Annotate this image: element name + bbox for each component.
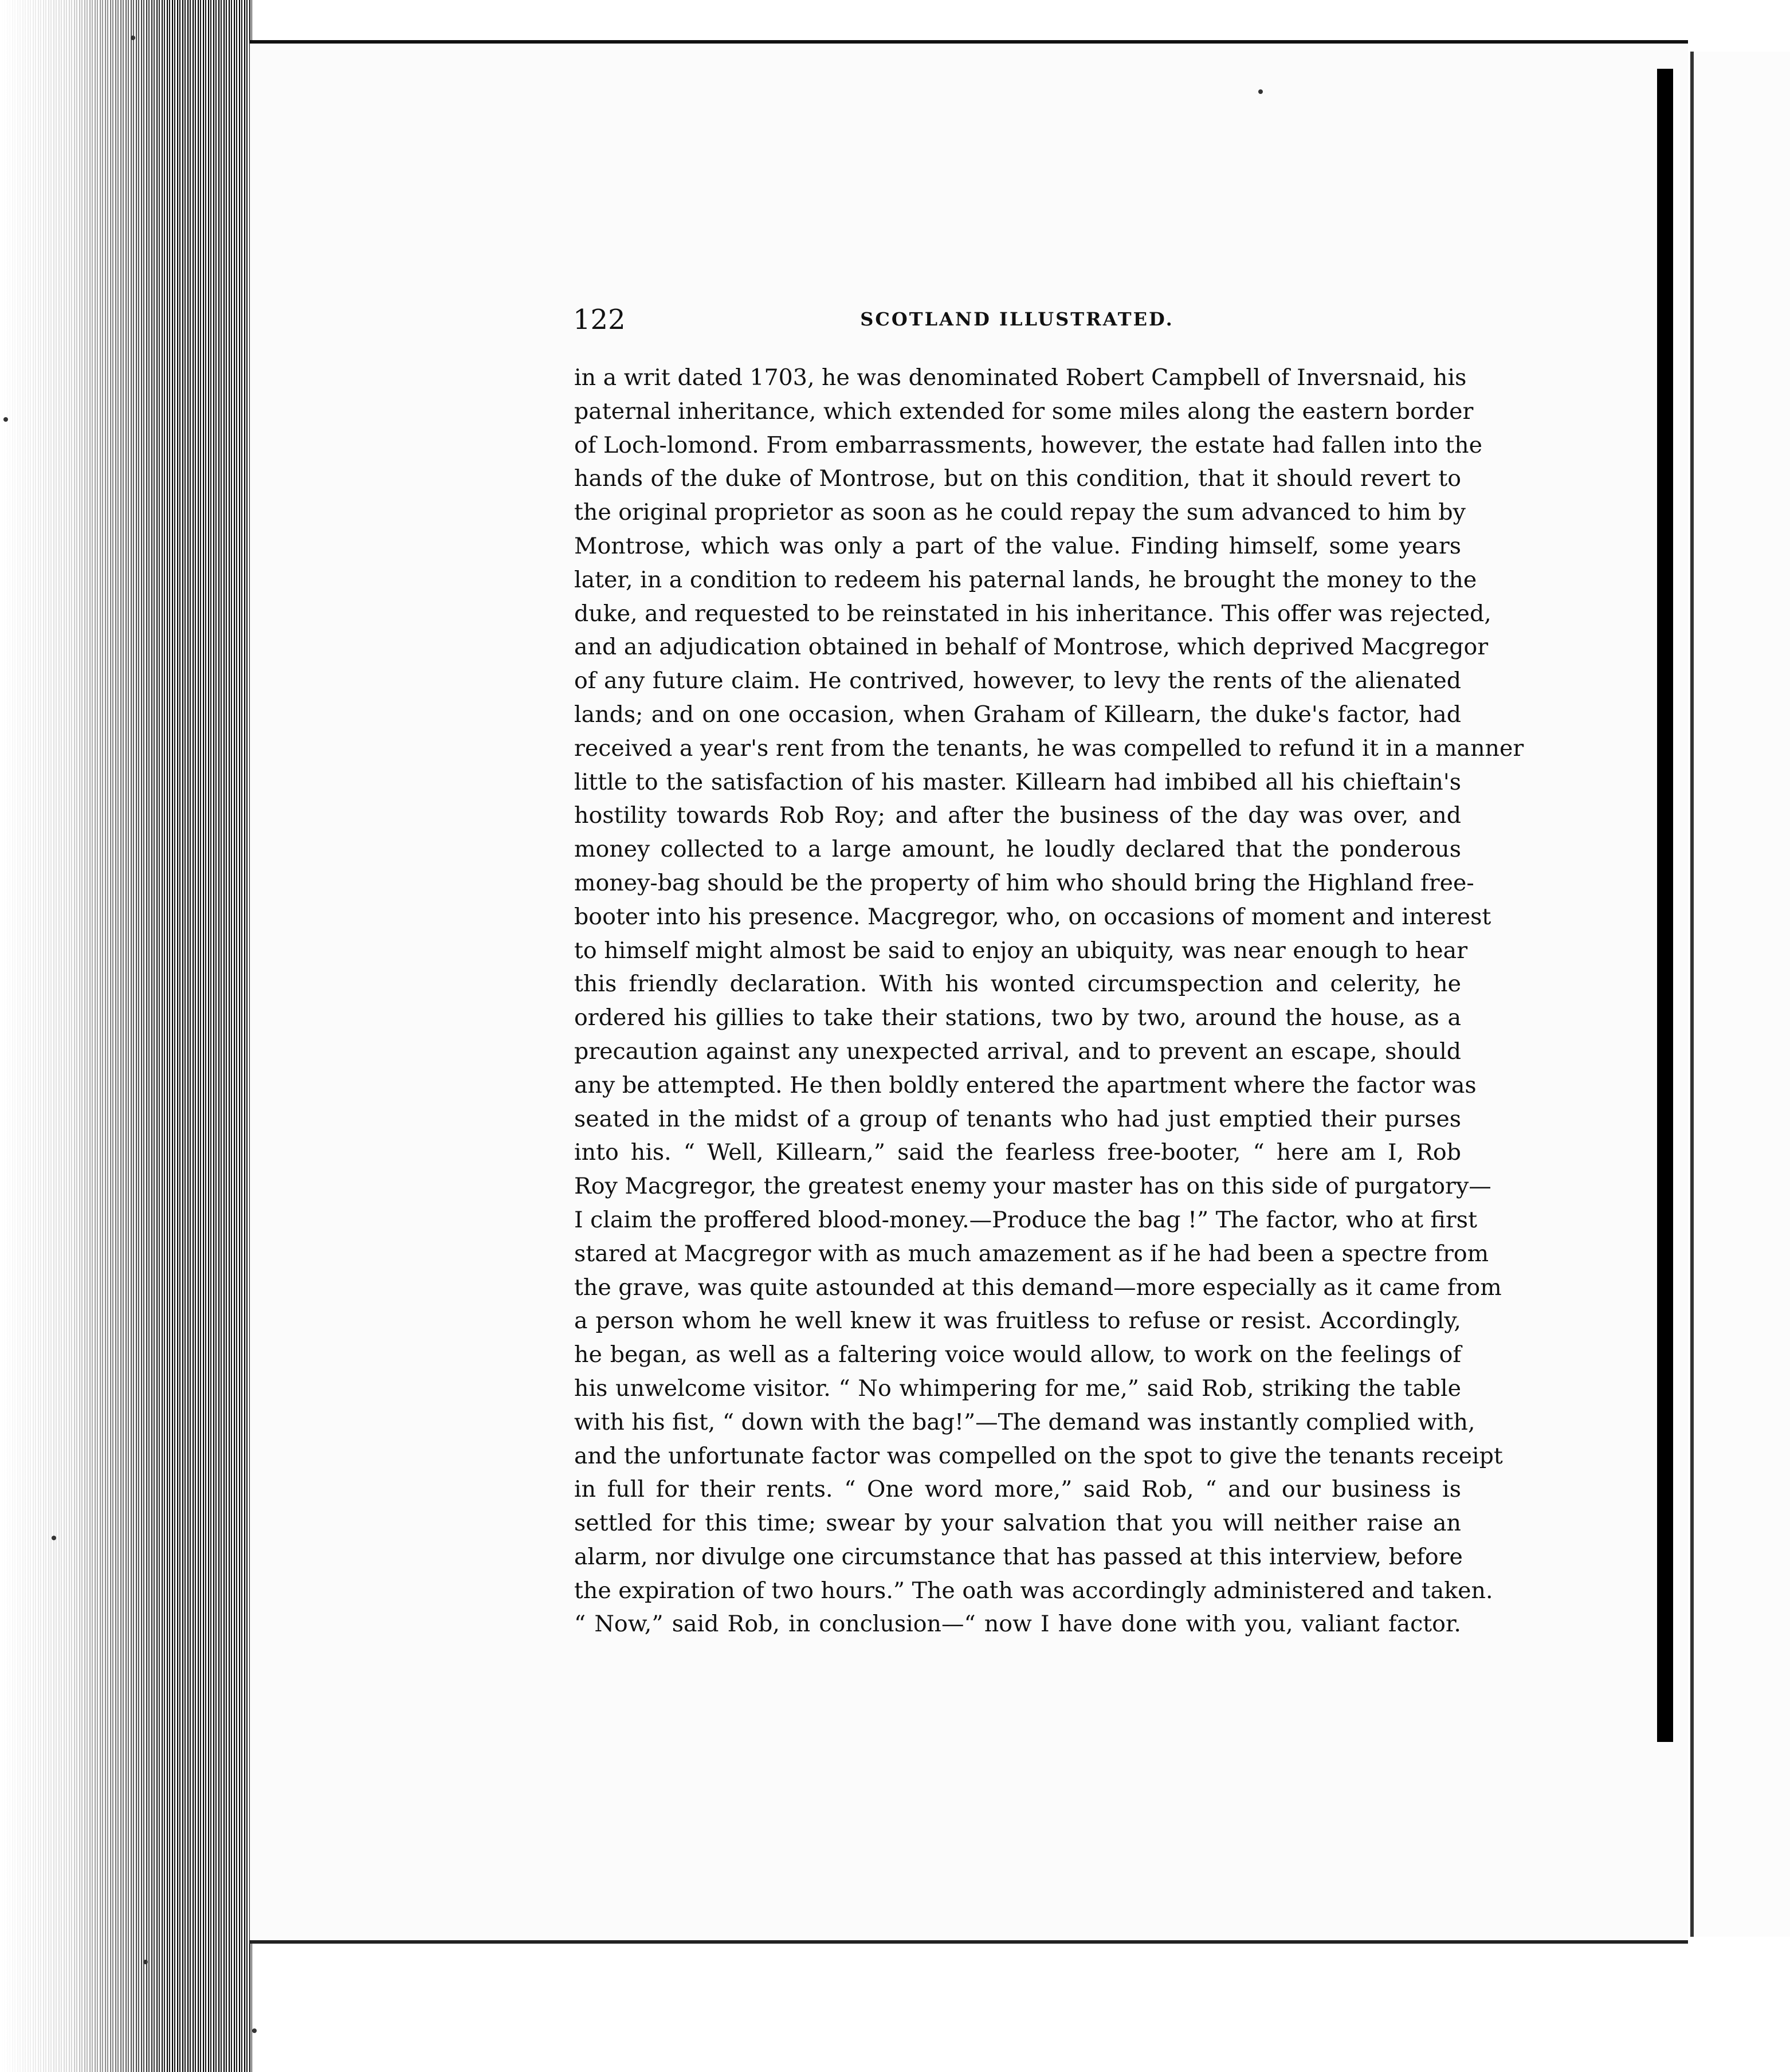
text-line: money-bag should be the property of him who should bring the Highland free- (574, 869, 1474, 896)
text-line: lands; and on one occasion, when Graham of Killearn, the duke's factor, had (574, 701, 1461, 728)
text-line: ordered his gillies to take their stations, two by two, around the house, as a (574, 1004, 1461, 1031)
scan-speck (252, 2028, 257, 2033)
text-line: in full for their rents. “ One word more,” said Rob, “ and our business is (574, 1476, 1461, 1503)
text-line: I claim the proffered blood-money.—Produce the bag !” The factor, who at first (574, 1206, 1477, 1233)
text-line: Montrose, which was only a part of the value. Finding himself, some years (574, 532, 1461, 559)
text-line: a person whom he well knew it was fruitless to refuse or resist. Accordingly, (574, 1308, 1461, 1335)
scan-speck (143, 1960, 148, 1964)
text-line: Roy Macgregor, the greatest enemy your master has on this side of purgatory— (574, 1173, 1491, 1200)
facing-page-edge (1690, 52, 1790, 1937)
text-line: he began, as well as a faltering voice would allow, to work on the feelings of (574, 1341, 1461, 1368)
text-line: little to the satisfaction of his master. Killearn had imbibed all his chieftain's (574, 768, 1461, 795)
text-line: into his. “ Well, Killearn,” said the fearless free-booter, “ here am I, Rob (574, 1139, 1461, 1166)
page-number: 122 (573, 304, 626, 336)
text-line: received a year's rent from the tenants, he was compelled to refund it in a manner (574, 735, 1524, 762)
text-line: money collected to a large amount, he loudly declared that the ponderous (574, 836, 1461, 863)
scan-speck (1258, 89, 1263, 94)
text-line: of any future claim. He contrived, however, to levy the rents of the alienated (574, 668, 1461, 694)
text-line: of Loch-lomond. From embarrassments, however, the estate had fallen into the (574, 431, 1482, 458)
text-line: hands of the duke of Montrose, but on this condition, that it should revert to (574, 465, 1461, 492)
text-line: the expiration of two hours.” The oath was accordingly administered and taken. (574, 1577, 1493, 1604)
text-line: any be attempted. He then boldly entered the apartment where the factor was (574, 1072, 1477, 1098)
text-line: hostility towards Rob Roy; and after the business of the day was over, and (574, 802, 1461, 829)
text-line: and the unfortunate factor was compelled on the spot to give the tenants receipt (574, 1442, 1503, 1469)
text-line: settled for this time; swear by your salvation that you will neither raise an (574, 1510, 1461, 1537)
body-text (574, 361, 1524, 1641)
text-line: with his fist, “ down with the bag!”—The demand was instantly complied with, (574, 1408, 1475, 1435)
text-line: booter into his presence. Macgregor, who, on occasions of moment and interest (574, 903, 1491, 930)
scan-speck (52, 1536, 56, 1540)
text-line: to himself might almost be said to enjoy an ubiquity, was near enough to hear (574, 937, 1468, 964)
text-line: “ Now,” said Rob, in conclusion—“ now I have done with you, valiant factor. (574, 1611, 1461, 1638)
text-line: alarm, nor divulge one circumstance that has passed at this interview, before (574, 1543, 1463, 1570)
text-line: and an adjudication obtained in behalf of Montrose, which deprived Macgregor (574, 634, 1489, 661)
text-line: in a writ dated 1703, he was denominated Robert Campbell of Inversnaid, his (574, 364, 1467, 391)
text-line: the original proprietor as soon as he could repay the sum advanced to him by (574, 499, 1466, 526)
page-header (573, 304, 1461, 338)
scan-speck (131, 36, 135, 40)
text-line: this friendly declaration. With his wonted circumspection and celerity, he (574, 971, 1461, 998)
text-line: duke, and requested to be reinstated in his inheritance. This offer was rejected, (574, 600, 1491, 627)
text-line: paternal inheritance, which extended for some miles along the eastern border (574, 398, 1474, 425)
page-edge-strip (0, 0, 252, 2072)
scan-speck (3, 417, 8, 422)
right-gutter-shadow (1657, 69, 1673, 1742)
text-line: stared at Macgregor with as much amazement as if he had been a spectre from (574, 1240, 1489, 1267)
text-line: later, in a condition to redeem his paternal lands, he brought the money to the (574, 566, 1477, 593)
text-line: seated in the midst of a group of tenants who had just emptied their purses (574, 1105, 1461, 1132)
running-head: SCOTLAND ILLUSTRATED. (860, 308, 1174, 330)
text-line: his unwelcome visitor. “ No whimpering for me,” said Rob, striking the table (574, 1375, 1461, 1402)
text-line: precaution against any unexpected arrival, and to prevent an escape, should (574, 1038, 1461, 1065)
text-line: the grave, was quite astounded at this demand—more especially as it came from (574, 1274, 1502, 1301)
